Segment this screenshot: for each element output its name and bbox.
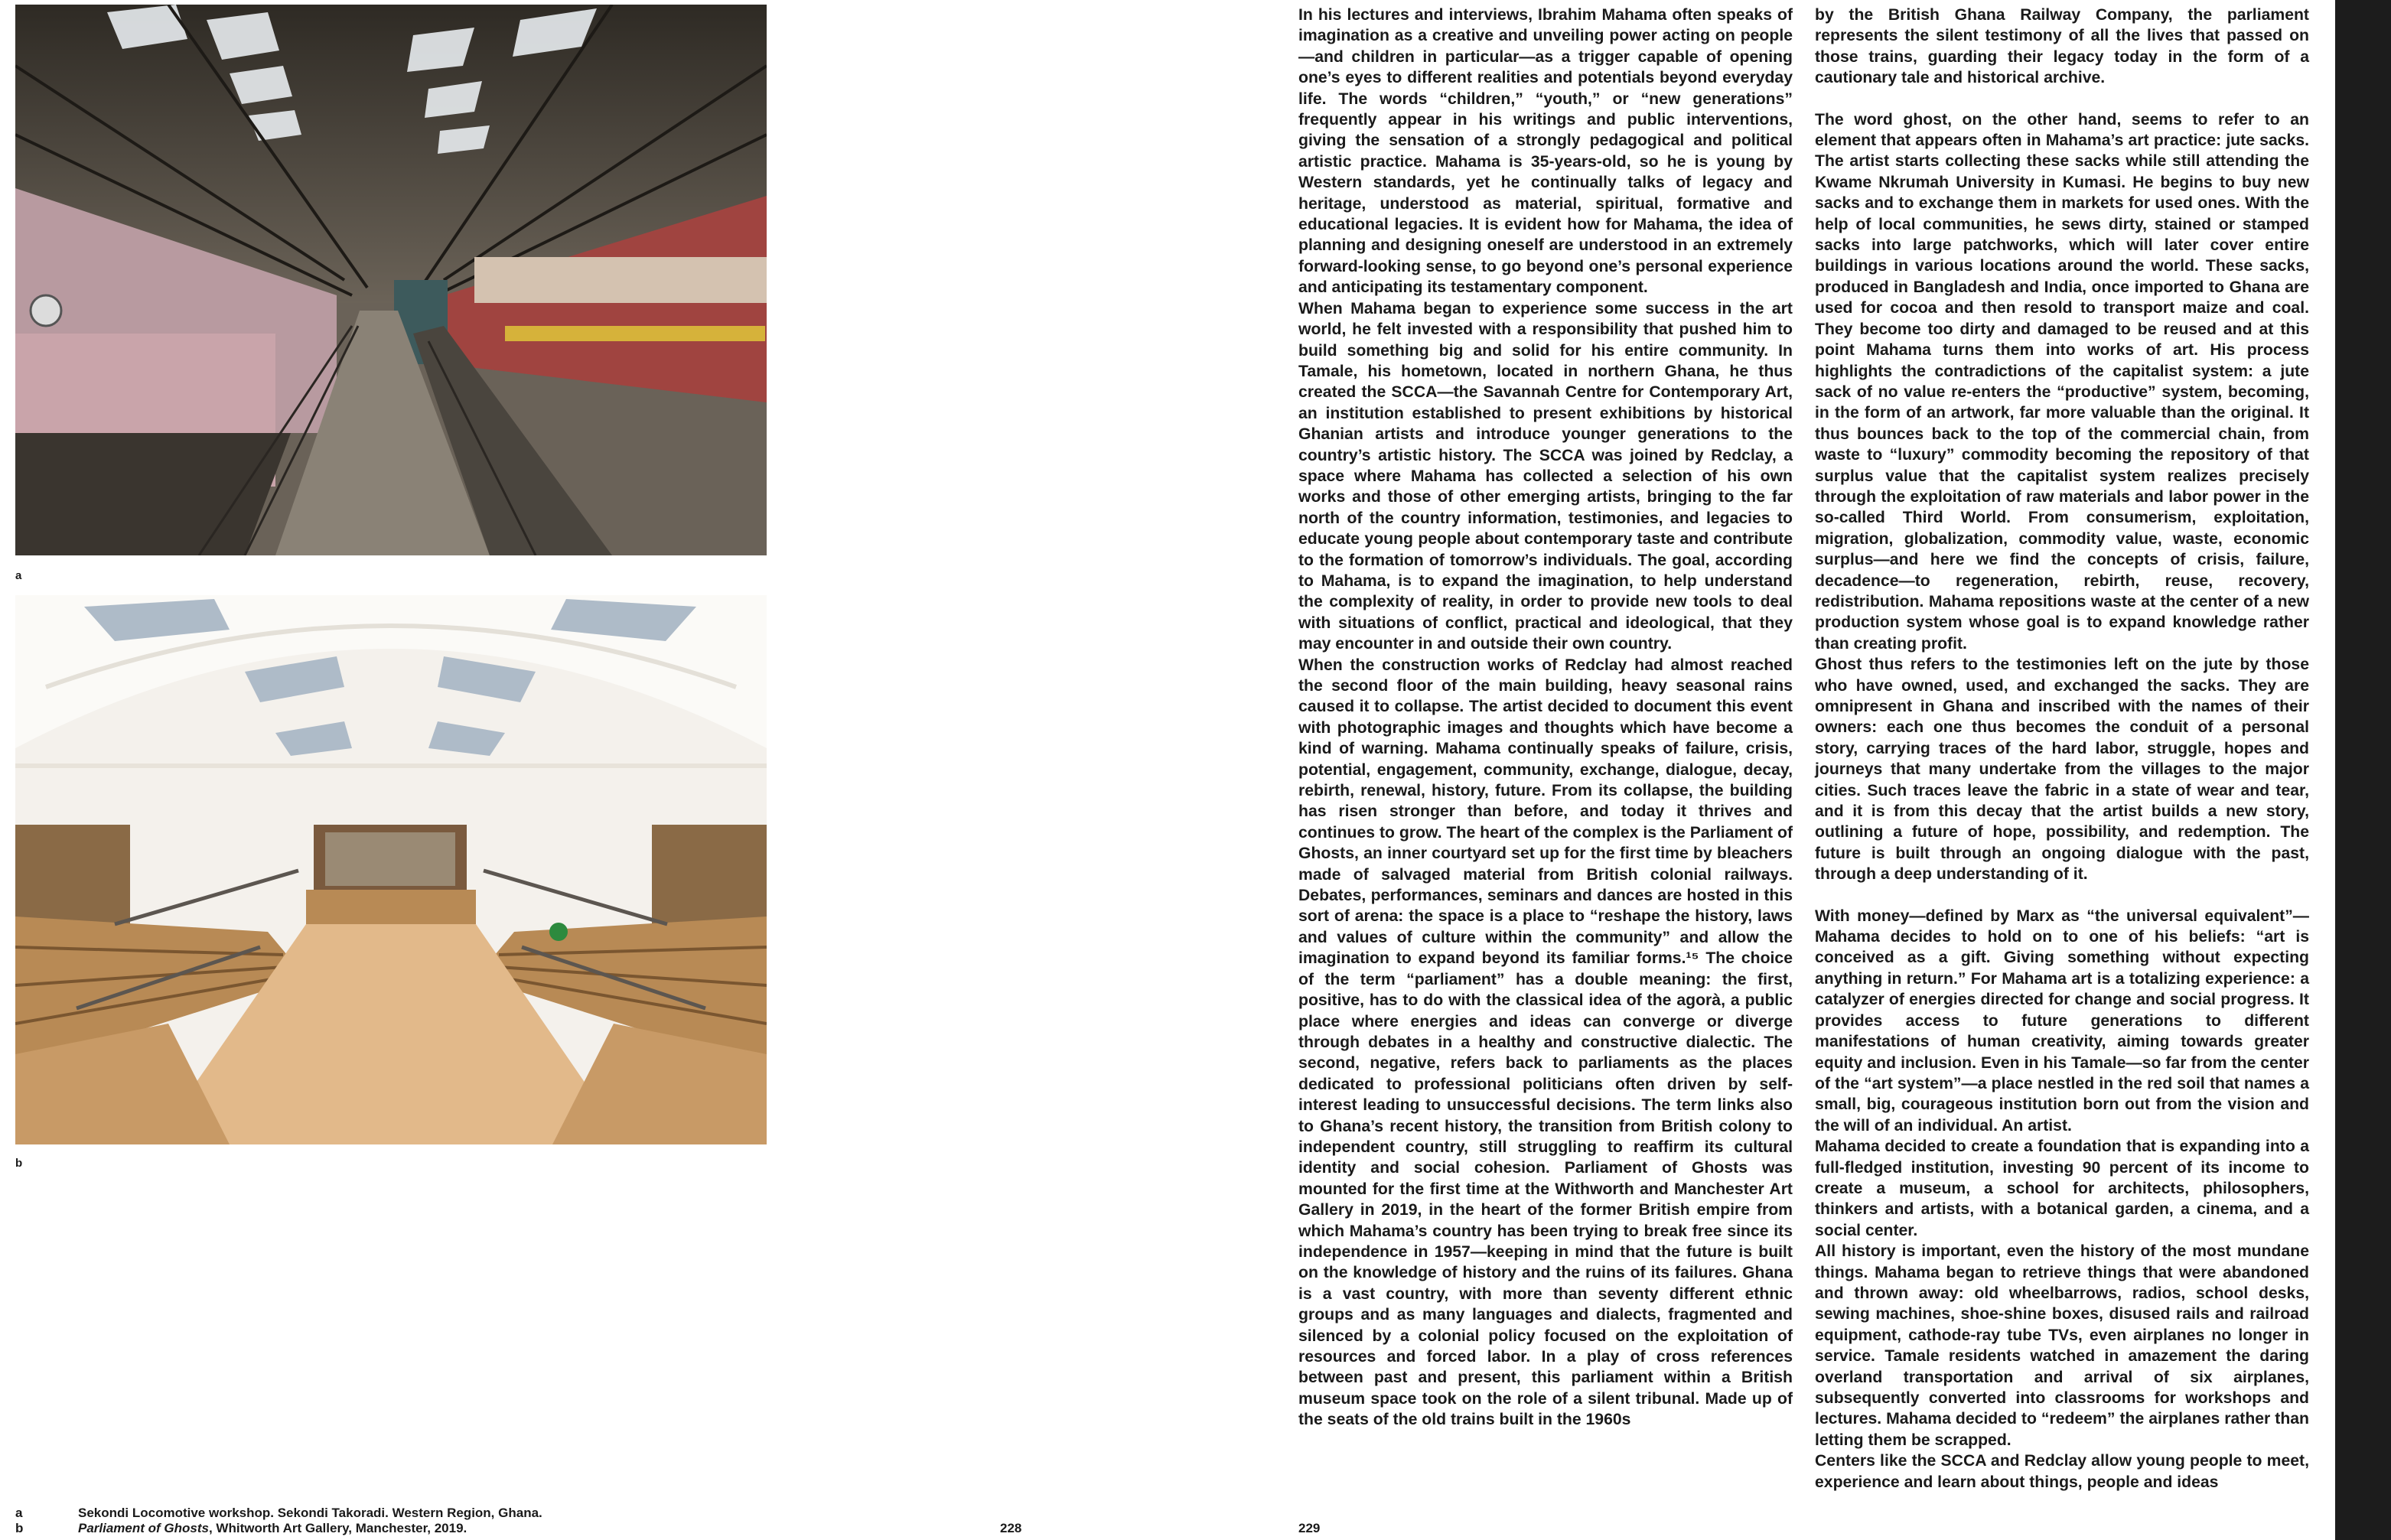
paragraph: With money—defined by Marx as “the universal equivalent”—Mahama decides to hold on to one of his beliefs: “art is conceived as a gift. Giving something without expecting anything in return.” For Mahama art is a totalizing experience: a catalyzer of energies directed for change and social progress. It provides access to future generations to different manifestations of human creativity, aiming towards greater equity and inclusion. Even in his Tamale—so far from the center of the “art system”—a place nestled in the red soil that names a small, big, courageous institution born out from the vision and the will of an individual. An artist. [1815,907,2309,1135]
parliament-of-ghosts-illustration [15,595,767,1144]
figure-letter-b: b [15,1157,23,1170]
caption-text-a: Sekondi Locomotive workshop. Sekondi Takoradi. Western Region, Ghana. [78,1506,542,1520]
page-edge-shadow [2335,0,2391,1540]
left-page [0,0,1194,1540]
paragraph: by the British Ghana Railway Company, the parliament represents the silent testimony of all the lives that passed on those trains, guarding their legacy today in the form of a cautionary tale and historical archive. [1815,6,2309,87]
paragraph: The word ghost, on the other hand, seems to refer to an element that appears often in Mahama’s art practice: jute sacks. The artist starts collecting these sacks while still attending the Kwame Nkrumah University in Kumasi. He begins to buy new sacks and to exchange them in markets for used ones. With the help of local communities, he sews dirty, stained or stamped sacks into large patchworks, which will later cover entire buildings in various locations around the world. These sacks, produced in Bangladesh and India, once imported to Ghana are used for cocoa and then resold to transport maize and coal. They become too dirty and damaged to be reused and at this point Mahama turns them into works of art. His process highlights the contradictions of the capitalist system: a jute sack of no value re-enters the “productive” system, becoming, in the form of an artwork, far more valuable than the original. It thus bounces back to the top of the commercial chain, from waste to “luxury” commodity becoming the repository of that surplus value that the capitalist system realizes precisely through the exploitation of raw materials and labor power in the so-called Third World. From consumerism, exploitation, migration, globalization, commodity value, waste, economic surplus—and here we find the concepts of crisis, failure, decadence—to regeneration, rebirth, reuse, recovery, redistribution. Mahama repositions waste at the center of a new production system whose goal is to expand knowledge rather than creating profit. [1815,110,2309,653]
paragraph: In his lectures and interviews, Ibrahim Mahama often speaks of imagination as a creative and unveiling power acting on people—and children in particular—as a trigger capable of opening one’s eyes to different realities and potentials beyond everyday life. The words “children,” “youth,” or “new generations” frequently appear in his writings and public interventions, giving the sensation of a strongly pedagogical and political artistic practice. Mahama is 35-years-old, so he is young by Western standards, yet he continually talks of legacy and heritage, understood as material, spiritual, formative and educational legacies. It is evident how for Mahama, the idea of planning and designing oneself are understood in an extremely forward-looking sense, to go beyond one’s personal experience and anticipating its testamentary component. [1298,6,1793,297]
caption-b [15,1521,704,1536]
paragraph: When the construction works of Redclay had almost reached the second floor of the main building, heavy seasonal rains caused it to collapse. The artist decided to document this event with photographic images and thoughts which have become a kind of warning. Mahama continually speaks of failure, crisis, potential, engagement, community, exchange, dialogue, decay, rebirth, renewal, history, future. From its collapse, the building has risen stronger than before, and today it thrives and continues to grow. The heart of the complex is the Parliament of Ghosts, an inner courtyard set up for the first time by bleachers made of salvaged material from British colonial railways. Debates, performances, seminars and dances are hosted in this sort of arena: the space is a place to “reshape the history, laws and values of culture within the community” and allow the imagination to expand beyond its familiar forms.¹⁵ The choice of the term “parliament” has a double meaning: the first, positive, has to do with the classical idea of the agorà, a public place where energies and ideas can converge or diverge through debates in a healthy and constructive dialectic. The second, negative, refers back to parliaments as the places dedicated to professional politicians often driven by self-interest leading to unsuccessful decisions. The term links also to Ghana’s recent history, the transition from British colony to independent country, still struggling to reaffirm its cultural identity and social cohesion. Parliament of Ghosts was mounted for the first time at the Withworth and Manchester Art Gallery in 2019, in the heart of the former British empire from which Mahama’s country has been trying to break free since its independence in 1957—keeping in mind that the future is built on the knowledge of history and the ruins of its failures. Ghana is a vast country, with more than seventy different ethnic groups and as many languages and dialects, fragmented and silenced by a colonial policy focused on the exploitation of resources and forced labor. In a play of cross references between past and present, this parliament within a British museum space took on the role of a silent tribunal. Made up of the seats of the old trains built in the 1960s [1298,656,1793,1429]
figure-captions [15,1506,704,1536]
paragraph: Ghost thus refers to the testimonies left on the jute by those who have owned, used, and exchanged the sacks. They are omnipresent in Ghana and inscribed with the names of their owners: each one thus becomes the conduit of a personal story, carrying traces of the hard labor, struggle, hopes and journeys that many undertake from the villages to the major cities. Such traces leave the fabric in a state of wear and tear, and it is from this decay that the artist builds a new story, outlining a future of hope, possibility, and redemption. The future is built through an ongoing dialogue with the past, through a deep understanding of it. [1815,656,2309,884]
paragraph: Mahama decided to create a foundation that is expanding into a full-fledged institution, investing 90 percent of its income to create a museum, a school for architects, philosophers, thinkers and artists, with a botanical garden, a cinema, and a social center. [1815,1138,2309,1239]
caption-text-b: , Whitworth Art Gallery, Manchester, 2019. [208,1521,467,1535]
paragraph: When Mahama began to experience some success in the art world, he felt invested with a responsibility that pushed him to build something big and solid for his entire community. In Tamale, his hometown, located in northern Ghana, he thus created the SCCA—the Savannah Centre for Contemporary Art, an institution established to present exhibitions by historical Ghanian artists and introduce younger generations to the country’s artistic history. The SCCA was joined by Redclay, a space where Mahama has collected a selection of his own works and those of other emerging artists, bringing to the far north of the country information, testimonies, and legacies to educate young people about contemporary taste and contribute to the formation of tomorrow’s individuals. The goal, according to Mahama, is to expand the imagination, to help understand the complexity of reality, in order to provide new tools to deal with situations of conflict, practical and ideological, that they may encounter in and outside their own country. [1298,299,1793,653]
text-column-2 [1815,5,2309,1493]
caption-title-b: Parliament of Ghosts [78,1521,209,1535]
page-number-right: 229 [1298,1521,1321,1535]
paragraph: All history is important, even the history of the most mundane things. Mahama began to retrieve things that were abandoned and thrown away: old wheelbarrows, radios, school desks, sewing machines, shoe-shine boxes, disused rails and railroad equipment, cathode-ray tube TVs, even airplanes no longer in service. Tamale residents watched in amazement the daring overland transportation and arrival of six airplanes, subsequently converted into classrooms for workshops and lectures. Mahama decided to “redeem” the airplanes rather than letting them be scrapped. [1815,1242,2309,1449]
caption-a [15,1506,704,1521]
text-column-1 [1298,5,1793,1431]
figure-letter-a: a [15,569,22,582]
photo-parliament-of-ghosts [15,595,767,1144]
caption-letter-b: b [15,1521,24,1535]
paragraph: Centers like the SCCA and Redclay allow young people to meet, experience and learn about things, people and ideas [1815,1452,2309,1491]
locomotive-workshop-illustration [15,5,767,555]
page-number-left: 228 [1000,1521,1022,1535]
caption-letter-a: a [15,1506,23,1520]
photo-locomotive-workshop [15,5,767,555]
